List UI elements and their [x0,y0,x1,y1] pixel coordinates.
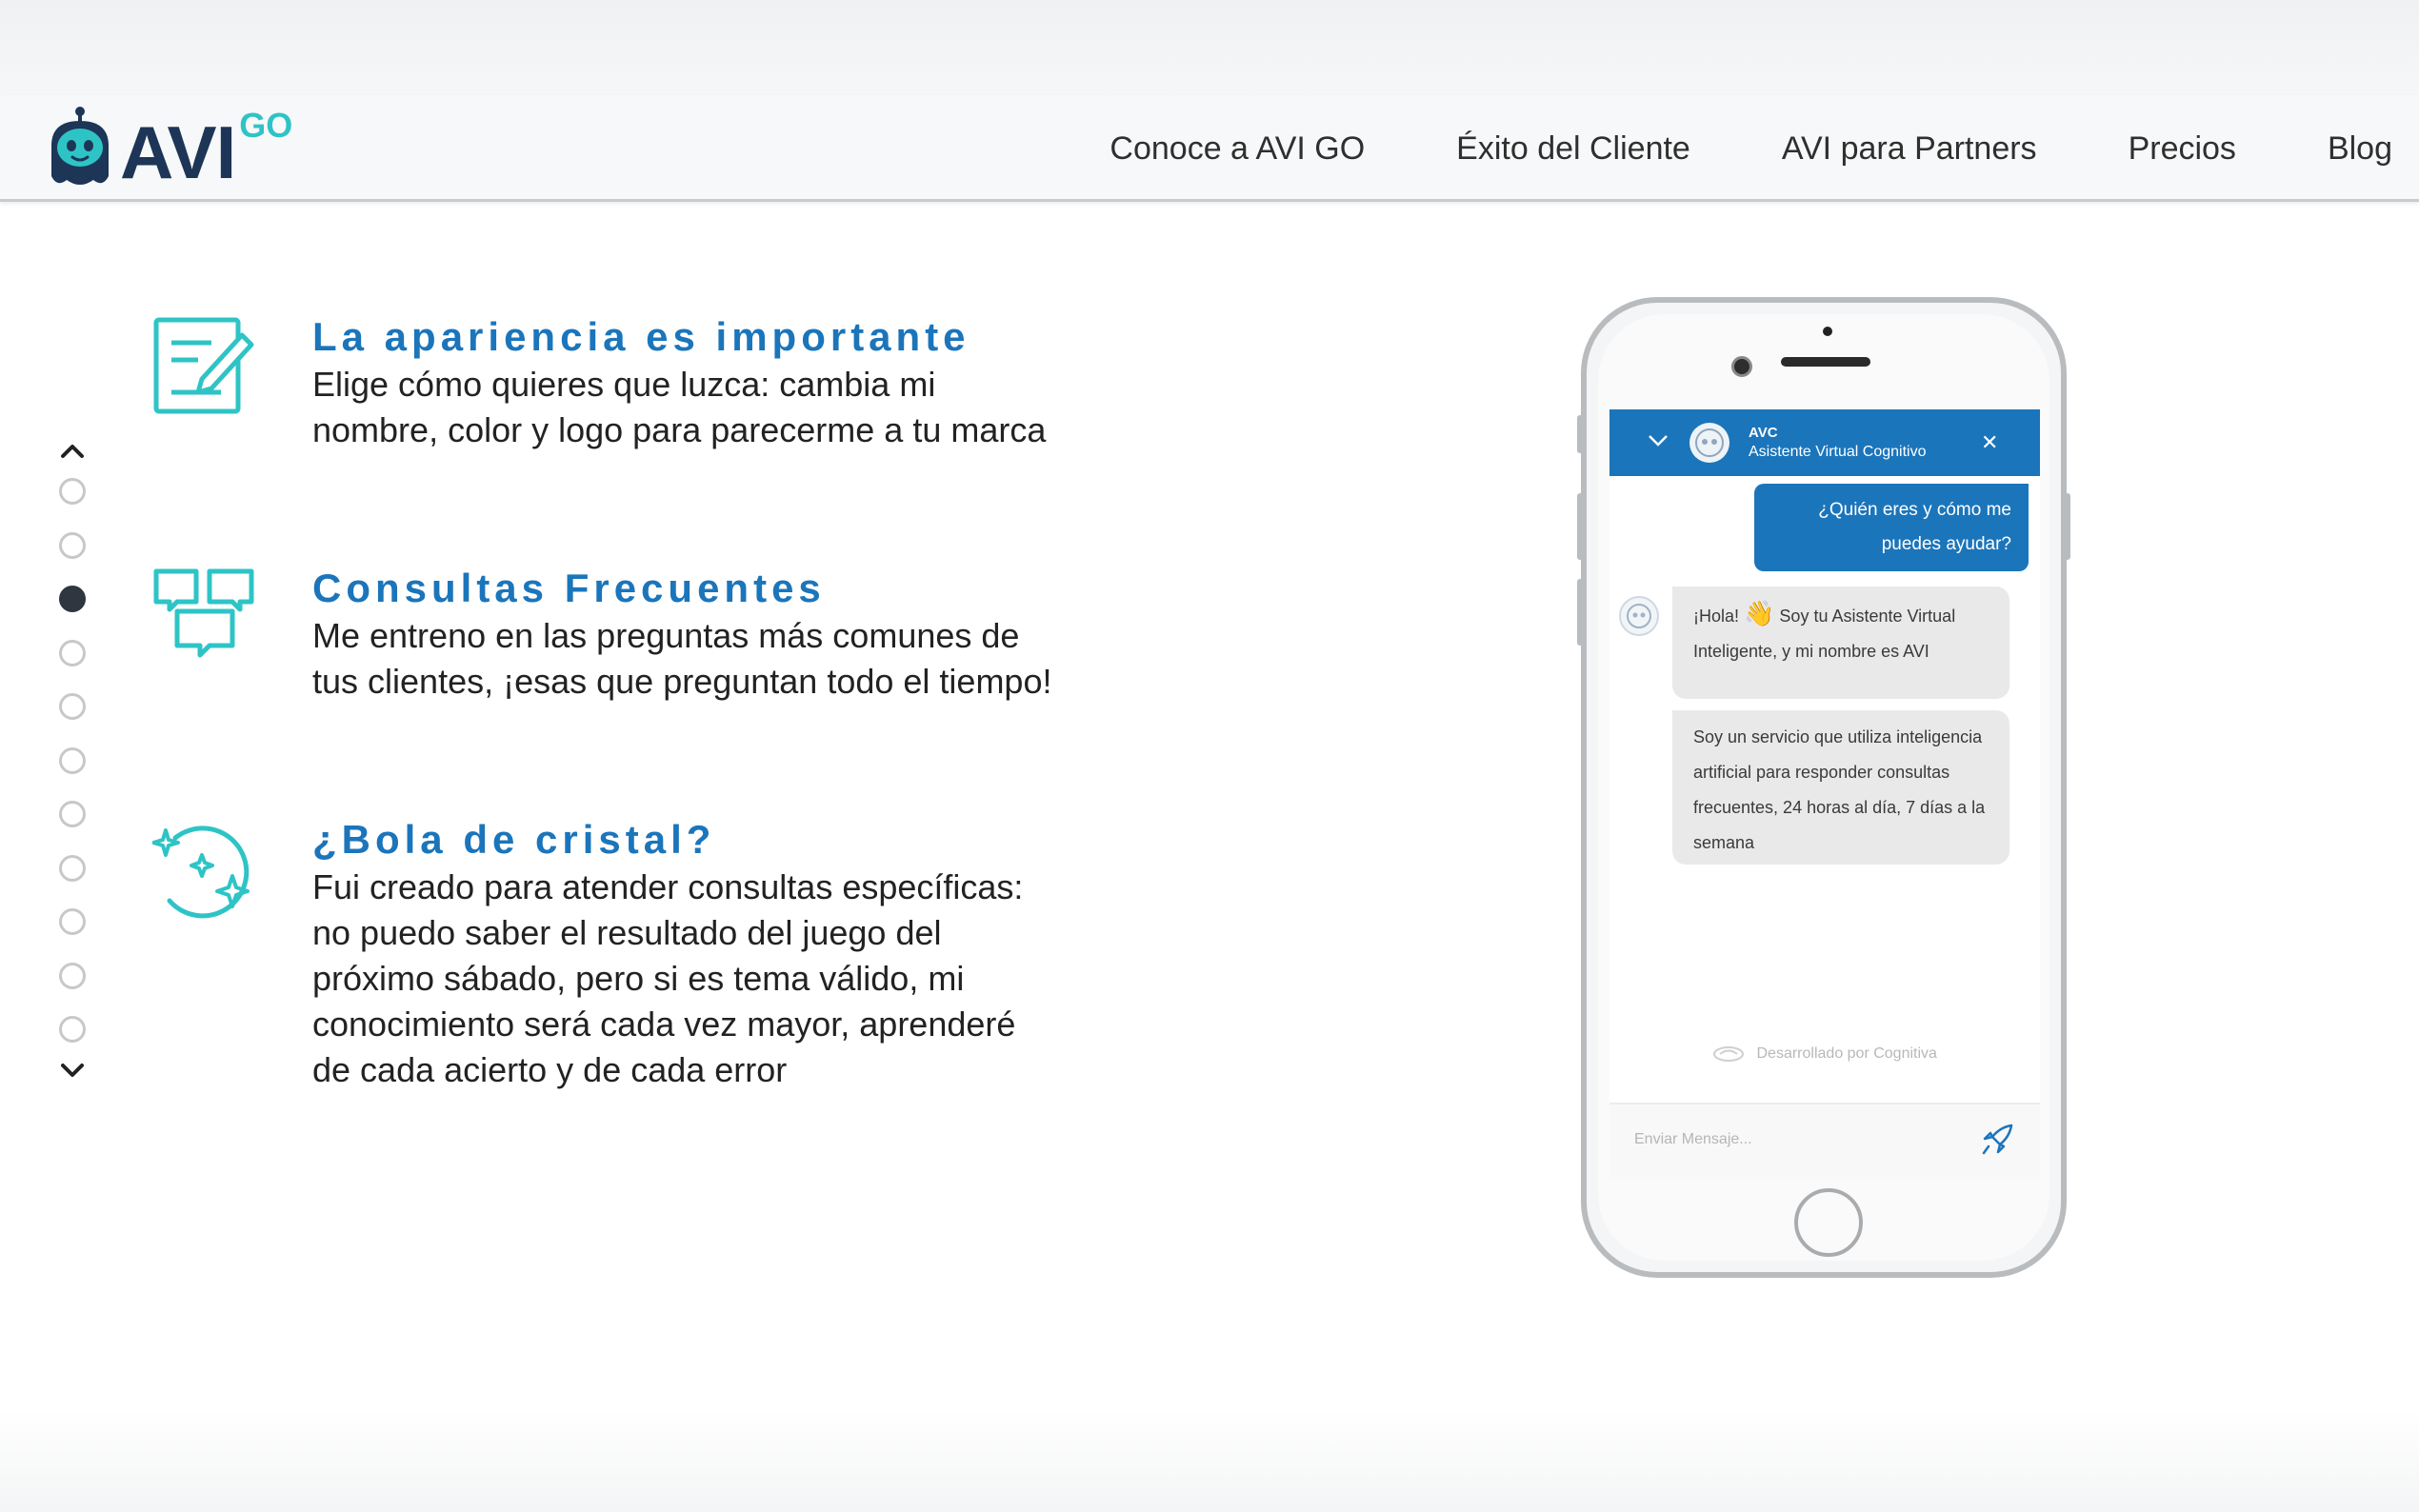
chat-header [1609,409,2040,476]
footer-fade [0,1409,2419,1512]
top-strip [0,0,2419,95]
nav-link-blog[interactable]: Blog [2327,129,2392,167]
phone-side-button [1577,493,1583,560]
feature-title: ¿Bola de cristal? [312,817,716,862]
pagination-dot[interactable] [59,963,86,989]
rocket-send-icon[interactable] [1979,1120,2017,1158]
waving-hand-icon: 👋 [1744,599,1775,627]
pagination-dot[interactable] [59,693,86,720]
feature-title: Consultas Frecuentes [312,566,826,610]
bot-message-bubble [1672,587,2009,699]
pagination-dot[interactable] [59,1016,86,1043]
bot-message-text: ¡Hola! [1693,607,1740,626]
phone-side-button [1577,579,1583,646]
chevron-down-icon[interactable] [1648,434,1669,448]
message-input[interactable]: Enviar Mensaje... [1634,1131,1752,1147]
feature-text: Me entreno en las preguntas más comunes de tus clientes, ¡esas que preguntan todo el tiempo! [312,616,1052,701]
robot-mascot-icon [46,104,114,189]
bot-message-text: Soy tu Asistente Virtual Inteligente, y mi nombre es AVI [1693,607,1956,661]
phone-side-button [2065,493,2070,560]
bot-avatar-icon [1689,423,1729,463]
powered-by-text: Desarrollado por Cognitiva [1756,1045,1937,1063]
pagination-dot[interactable] [59,478,86,505]
nav-link-exito[interactable]: Éxito del Cliente [1456,129,1690,167]
phone-sensor [1823,327,1832,336]
pagination-dot[interactable] [59,908,86,935]
pagination-dot[interactable] [59,801,86,827]
pagination-dot[interactable] [59,747,86,774]
phone-side-button [1577,415,1583,453]
user-message-bubble: ¿Quién eres y cómo me puedes ayudar? [1754,484,2029,571]
pagination-dot[interactable] [59,855,86,882]
feature-crystal-ball [152,817,1067,1141]
bot-avatar-icon [1619,596,1659,636]
feature-text: Elige cómo quieres que luzca: cambia mi nombre, color y logo para parecerme a tu marca [312,365,1047,449]
feature-faq [152,566,1067,775]
logo-text: AVI [120,109,236,194]
chevron-down-icon [60,1063,85,1078]
phone-home-button [1794,1188,1863,1257]
pagination-dot[interactable] [59,640,86,666]
phone-speaker [1781,357,1870,367]
main-nav [1018,95,2392,202]
feature-appearance [152,314,1067,524]
nav-link-conoce[interactable]: Conoce a AVI GO [1110,129,1366,167]
nav-link-partners[interactable]: AVI para Partners [1781,129,2037,167]
logo-superscript: GO [239,106,293,145]
feature-text: Fui creado para atender consultas específicas: no puedo saber el resultado del juego del próximo sábado, pero si es tema válido, mi conocimiento será cada vez mayor, aprenderé de cada acierto y de cada error [312,867,1024,1089]
chat-widget [1609,409,2040,1103]
powered-by-label [1609,1045,2040,1063]
chat-bot-subtitle: Asistente Virtual Cognitivo [1749,444,1927,460]
chat-bubbles-icon [152,566,257,670]
bot-message-bubble: Soy un servicio que utiliza inteligencia artificial para responder consultas frecuentes, 24 horas al día, 7 días a la semana [1672,710,2009,865]
feature-title: La apariencia es importante [312,314,970,359]
nav-link-precios[interactable]: Precios [2128,129,2236,167]
phone-camera [1731,356,1752,377]
navbar [0,95,2419,202]
pagination-up-button[interactable] [55,438,90,465]
section-pagination [55,438,90,1084]
chevron-up-icon [60,444,85,459]
chat-input-bar [1609,1103,2040,1179]
chat-bot-name: AVC [1749,425,1778,441]
pagination-down-button[interactable] [55,1057,90,1084]
pagination-dot[interactable] [59,532,86,559]
close-icon[interactable]: ✕ [1981,430,1999,454]
avi-go-logo[interactable] [46,99,292,194]
pagination-dot-active[interactable] [59,586,86,612]
cognitiva-logo-icon [1712,1045,1745,1063]
edit-form-icon [152,314,257,419]
crystal-ball-sparkles-icon [152,817,257,922]
